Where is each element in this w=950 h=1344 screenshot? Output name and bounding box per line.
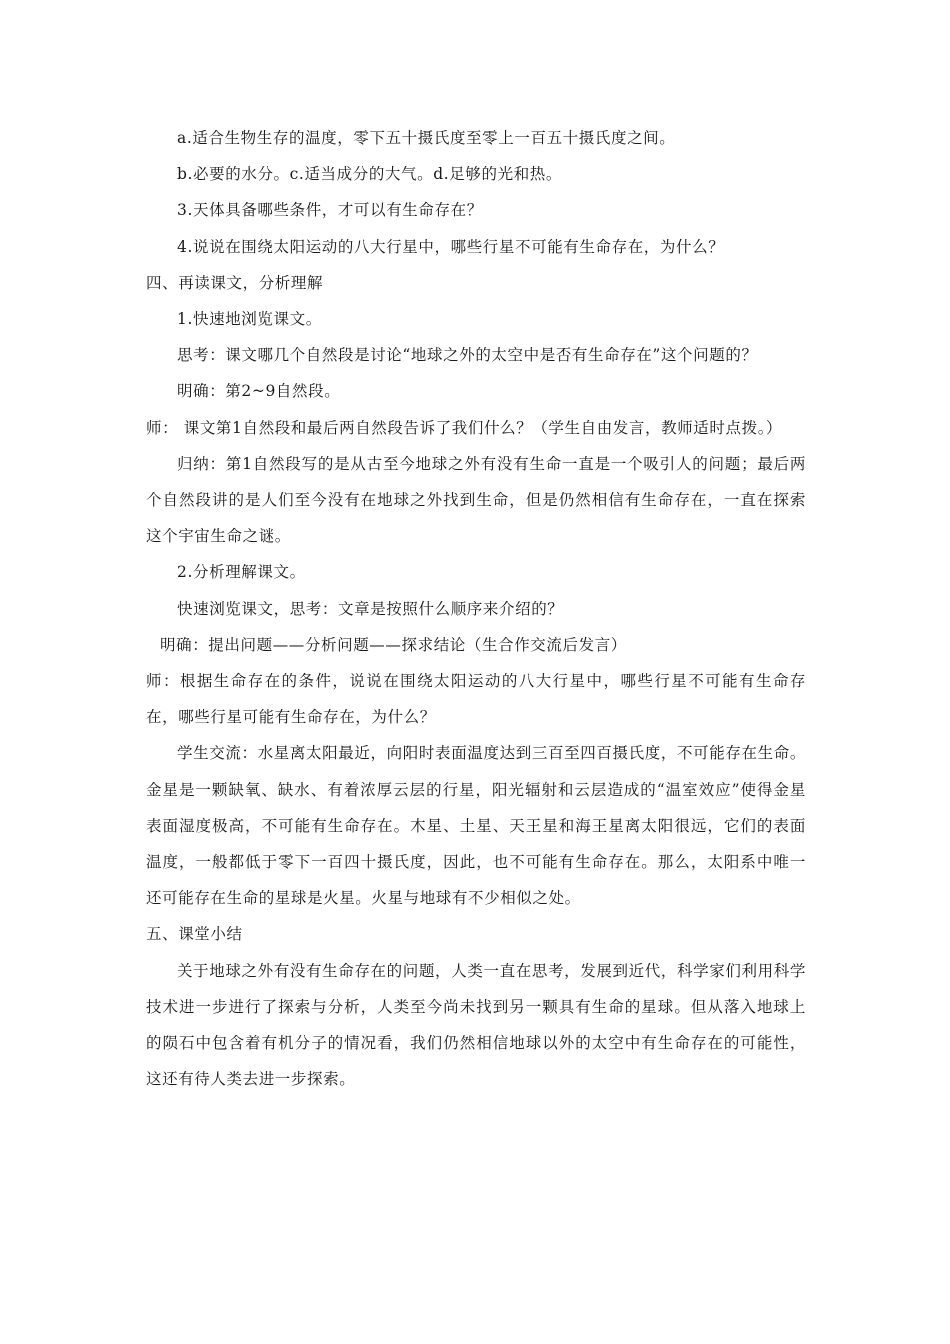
paragraph-answer-1: 明确：第2~9自然段。 [177, 382, 341, 401]
paragraph-student-exchange: 学生交流：水星离太阳最近，向阳时表面温度达到三百至四百摄氏度，不可能存在生命。金星是一颗缺氧、缺水、有着浓厚云层的行星，阳光辐射和云层造成的“温室效应”使得金星表面湿度极高，不可能有生命存在。木星、土星、天王星和海王星离太阳很远，它们的表面温度，一般都低于零下一百四十摄氏度，因此，也不可能有生命存在。那么，太阳系中唯一还可能存在生命的星球是火星。火星与地球有不少相似之处。 [146, 744, 806, 908]
paragraph-think-1: 思考：课文哪几个自然段是讨论“地球之外的太空中是否有生命存在”这个问题的？ [177, 346, 758, 365]
paragraph-condition-bcd: b.必要的水分。c.适当成分的大气。d.足够的光和热。 [177, 165, 563, 184]
paragraph-step-1: 1.快速地浏览课文。 [177, 310, 322, 329]
paragraph-answer-2: 明确：提出问题——分析问题——探求结论（生合作交流后发言） [160, 635, 627, 654]
paragraph-step-2: 2.分析理解课文。 [177, 563, 306, 582]
paragraph-question-3: 3.天体具备哪些条件，才可以有生命存在？ [177, 201, 483, 220]
paragraph-condition-a: a.适合生物生存的温度，零下五十摄氏度至零上一百五十摄氏度之间。 [177, 129, 676, 147]
section-heading-4: 四、再读课文，分析理解 [146, 273, 324, 292]
paragraph-class-summary: 关于地球之外有没有生命存在的问题，人类一直在思考，发展到近代，科学家们利用科学技术进一步进行了探索与分析，人类至今尚未找到另一颗具有生命的星球。但从落入地球上的陨石中包含着有机分子的情况看，我们仍然相信地球以外的太空中有生命存在的可能性，这还有待人类去进一步探索。 [146, 961, 806, 1089]
document-page [146, 120, 806, 1097]
section-heading-5: 五、课堂小结 [146, 925, 243, 944]
paragraph-think-2: 快速浏览课文，思考：文章是按照什么顺序来介绍的？ [177, 599, 564, 618]
paragraph-question-4: 4.说说在围绕太阳运动的八大行星中，哪些行星不可能有生命存在，为什么？ [177, 237, 725, 256]
paragraph-teacher-2: 师：根据生命存在的条件，说说在围绕太阳运动的八大行星中，哪些行星不可能有生命存在，哪些行星可能有生命存在，为什么？ [146, 672, 806, 727]
paragraph-teacher-1: 师： 课文第1自然段和最后两自然段告诉了我们什么？（学生自由发言，教师适时点拨。） [146, 418, 783, 437]
paragraph-summary-1: 归纳：第1自然段写的是从古至今地球之外有没有生命一直是一个吸引人的问题；最后两个自然段讲的是人们至今没有在地球之外找到生命，但是仍然相信有生命存在，一直在探索这个宇宙生命之谜。 [146, 454, 806, 546]
